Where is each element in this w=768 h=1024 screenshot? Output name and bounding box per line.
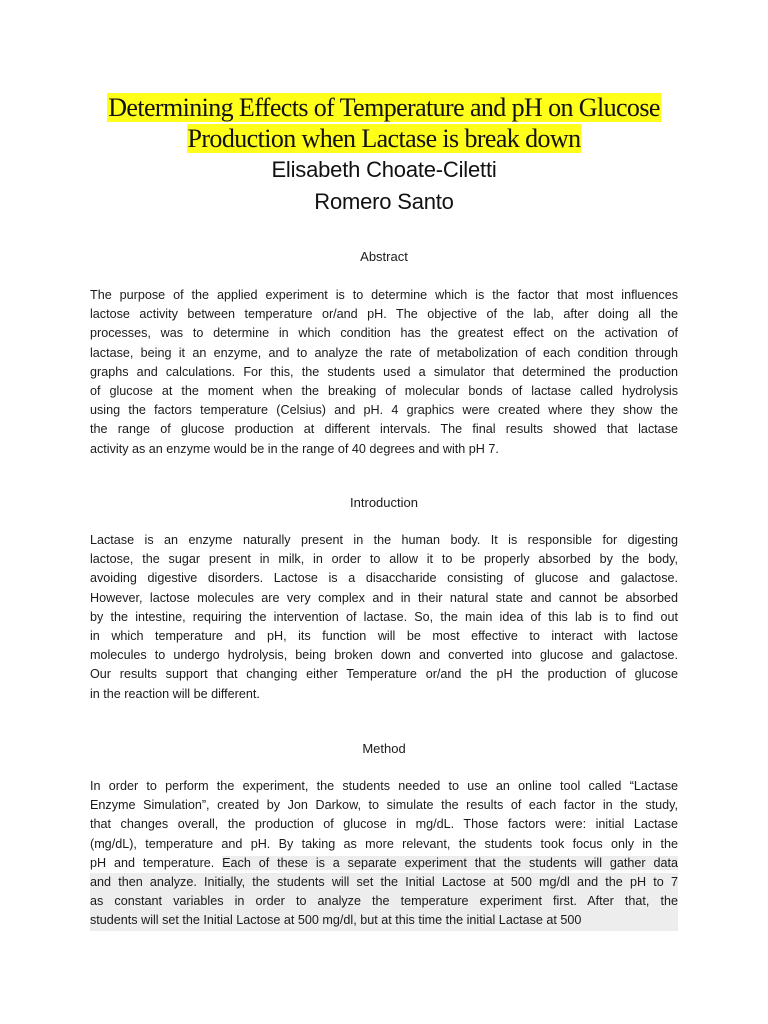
introduction-line: avoiding digestive disorders. Lactose is a disaccharide consisting of glucose and galactose.: [90, 571, 678, 586]
introduction-line: lactose, the sugar present in milk, in order to allow it to be properly absorbed by the body,: [90, 552, 678, 567]
paper-title-line-1: [107, 92, 661, 123]
introduction-line: However, lactose molecules are very complex and in their natural state and cannot be absorbed: [90, 590, 678, 605]
method-line: [90, 854, 678, 873]
abstract-line: lactose activity between temperature or/and pH. The objective of the lab, after doing all the: [90, 307, 678, 322]
abstract-line: graphs and calculations. For this, the students used a simulator that determined the production: [90, 364, 678, 379]
author-name-2: Romero Santo: [314, 189, 454, 214]
author-name-1: Elisabeth Choate-Ciletti: [271, 157, 497, 182]
abstract-line: of glucose at the moment when the breaking of molecular bonds of lactase called hydrolysis: [90, 384, 678, 399]
introduction-line: Our results support that changing either Temperature or/and the pH the production of glucose: [90, 667, 678, 682]
introduction-paragraph: [90, 531, 678, 704]
abstract-line: activity as an enzyme would be in the range of 40 degrees and with pH 7.: [90, 441, 499, 456]
abstract-paragraph: [90, 286, 678, 459]
method-line-shaded: students will set the Initial Lactose at 500 mg/dl, but at this time the initial Lactase at 500: [90, 911, 678, 930]
method-line-text: pH and temperature.: [90, 855, 223, 870]
abstract-line: the range of glucose production at different intervals. The final results showed that lactase: [90, 422, 678, 437]
introduction-line: molecules to undergo hydrolysis, being broken down and converted into glucose and galactose.: [90, 648, 678, 663]
introduction-line: Lactase is an enzyme naturally present in the human body. It is responsible for digesting: [90, 533, 678, 547]
introduction-heading: Introduction: [350, 495, 418, 510]
method-paragraph: [90, 777, 678, 931]
introduction-line: in which temperature and pH, its function will be most effective to interact with lactose: [90, 629, 678, 644]
title-block: [0, 92, 768, 218]
method-line-shaded: and then analyze. Initially, the students will set the Initial Lactose at 500 mg/dl and the pH to 7: [90, 873, 678, 892]
method-line: (mg/dL), temperature and pH. By taking as more relevant, the students took focus only in the: [90, 836, 678, 851]
method-line: that changes overall, the production of glucose in mg/dL. Those factors were: initial Lactase: [90, 817, 678, 832]
introduction-line: in the reaction will be different.: [90, 686, 260, 701]
method-line: Enzyme Simulation”, created by Jon Darkow, to simulate the results of each factor in the study,: [90, 798, 678, 813]
introduction-line: by the intestine, requiring the intervention of lactase. So, the main idea of this lab is to find out: [90, 609, 678, 624]
abstract-line: The purpose of the applied experiment is to determine which is the factor that most influences: [90, 288, 678, 302]
abstract-line: using the factors temperature (Celsius) and pH. 4 graphics were created where they show the: [90, 403, 678, 418]
abstract-line: processes, was to determine in which condition has the greatest effect on the activation of: [90, 326, 678, 341]
method-line-shaded: as constant variables in order to analyze the temperature experiment first. After that, the: [90, 892, 678, 911]
title-highlight-1: Determining Effects of Temperature and pH on Glucose: [108, 93, 660, 122]
method-heading: Method: [362, 741, 406, 756]
method-line: In order to perform the experiment, the students needed to use an online tool called “Lactase: [90, 779, 678, 793]
title-highlight-2: Production when Lactase is break down: [187, 124, 581, 153]
abstract-line: lactase, being it an enzyme, and to analyze the rate of metabolization of each condition through: [90, 345, 678, 360]
paper-title-line-2: [187, 123, 582, 154]
method-shaded-text: Each of these is a separate experiment that the students will gather data: [222, 855, 678, 870]
abstract-heading: Abstract: [360, 249, 408, 264]
